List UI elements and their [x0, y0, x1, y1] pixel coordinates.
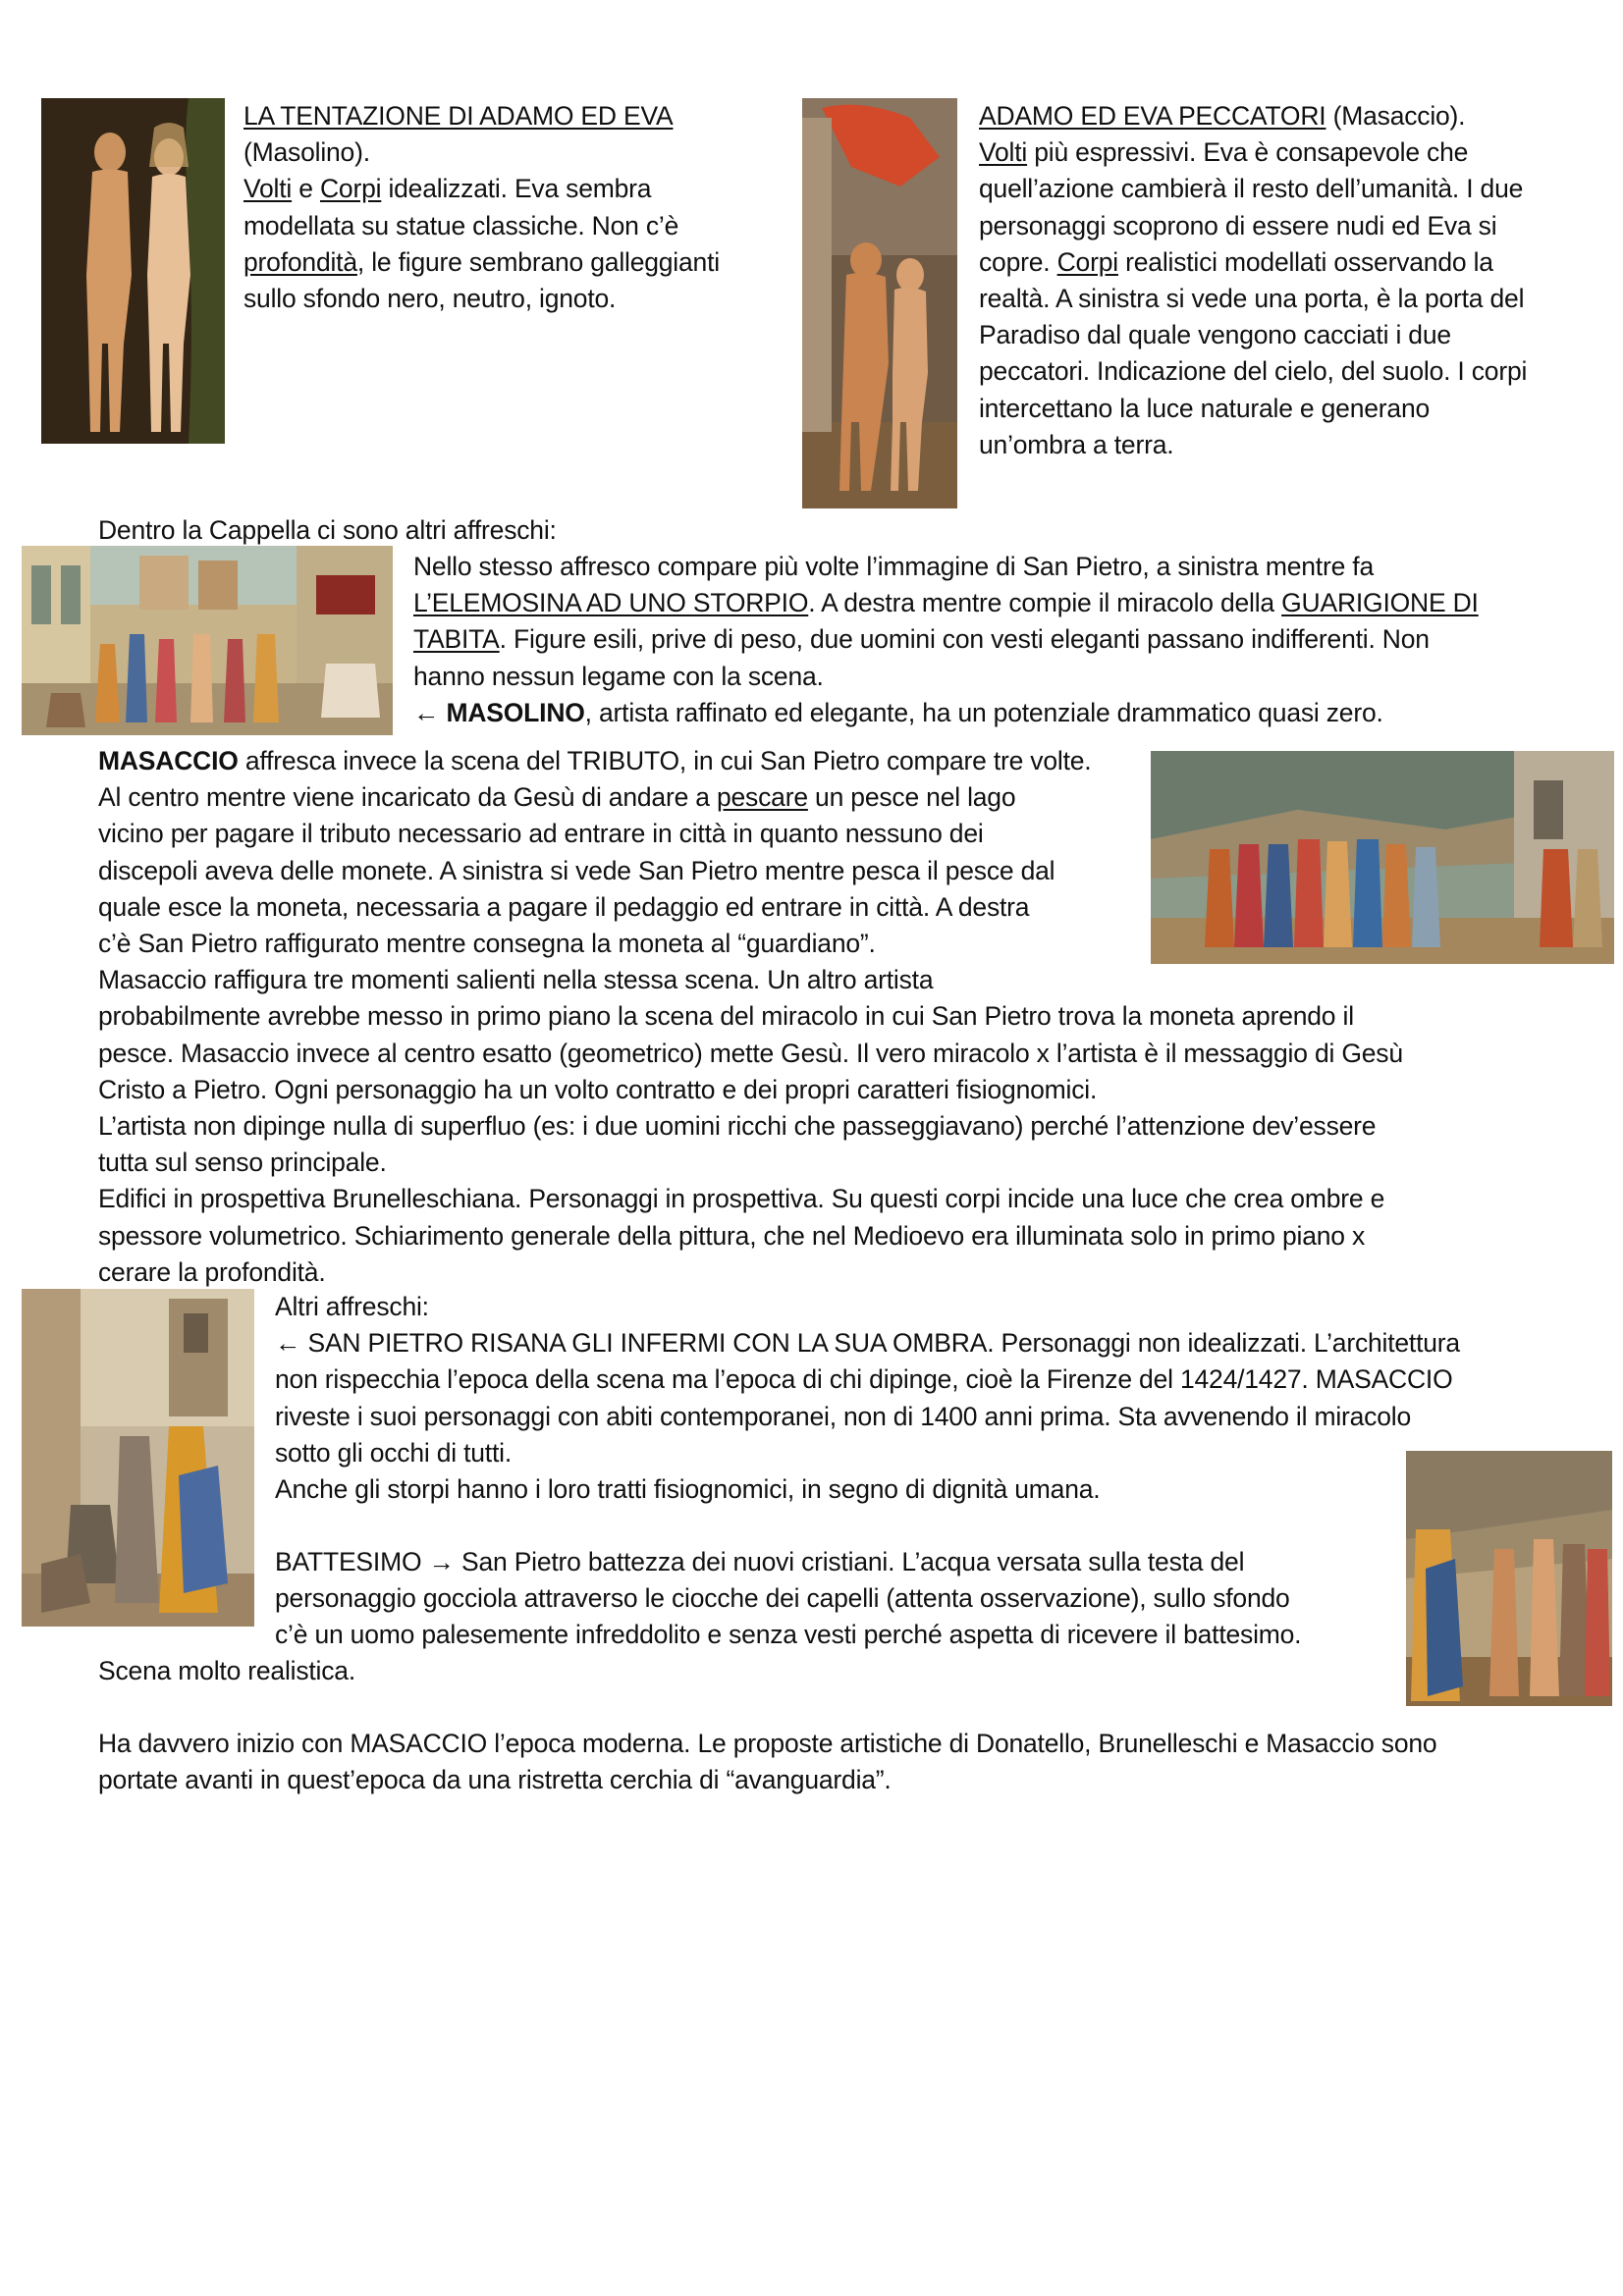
battesimo-text — [275, 1544, 1404, 1654]
tentazione-title: LA TENTAZIONE DI ADAMO ED EVA — [243, 101, 674, 131]
tentazione-artist: (Masolino). — [243, 137, 370, 168]
tentazione-title-line — [243, 98, 774, 134]
peccatori-line-8: peccatori. Indicazione del cielo, del suolo. I corpi — [979, 356, 1528, 387]
peccatori-line-2 — [979, 134, 1607, 171]
peccatori-line-2-rest: più espressivi. Eva è consapevole che — [1027, 137, 1469, 168]
battesimo-line-3: c’è un uomo palesemente infreddolito e senza vesti perché aspetta di ricevere il battesimo. — [275, 1620, 1302, 1650]
tributo-line-2 — [98, 779, 1610, 816]
tributo-text — [98, 743, 1610, 1291]
tributo-line-7: Masaccio raffigura tre momenti salienti nella stessa scena. Un altro artista — [98, 965, 934, 995]
peccatori-line-6: realtà. A sinistra si vede una porta, è la porta del — [979, 284, 1525, 314]
tributo-line-11: L’artista non dipinge nulla di superfluo (es: i due uomini ricchi che passeggiavano) perché l’attenzione dev’essere — [98, 1111, 1377, 1142]
ombra-line-3: non rispecchia l’epoca della scena ma l’epoca di chi dipinge, cioè la Firenze del 1424/1427. MASACCIO — [275, 1364, 1453, 1395]
ombra-line-5: sotto gli occhi di tutti. — [275, 1437, 512, 1468]
tributo-line-2-a: Al centro mentre viene incaricato da Gesù di andare a — [98, 782, 717, 813]
left-arrow: ← — [413, 697, 447, 727]
ombra-line-2: ← SAN PIETRO RISANA GLI INFERMI CON LA SUA OMBRA. Personaggi non idealizzati. L’architettura — [275, 1328, 1460, 1359]
fresco-cacciata-image — [802, 98, 957, 508]
peccatori-artist: (Masaccio). — [1325, 101, 1466, 131]
peccatori-line-4: personaggi scoprono di essere nudi ed Eva si — [979, 210, 1497, 240]
ombra-line-1: Altri affreschi: — [275, 1292, 429, 1321]
fresco-ombra-image — [22, 1289, 254, 1627]
profondita-term: profondità — [243, 246, 357, 277]
tributo-line-3: vicino per pagare il tributo necessario ad entrare in città in quanto nessuno dei — [98, 819, 984, 849]
masaccio-name: MASACCIO — [98, 746, 239, 775]
tabita-line-2-mid: . A destra mentre compie il miracolo della — [808, 588, 1282, 618]
conclusion-text — [98, 1726, 1610, 1798]
masolino-name: MASOLINO — [446, 697, 585, 727]
tentazione-line-2 — [243, 171, 774, 207]
tributo-line-8: probabilmente avrebbe messo in primo piano la scena del miracolo in cui San Pietro trova la moneta aprendo il — [98, 1001, 1354, 1032]
battesimo-line-2: personaggio gocciola attraverso le ciocche dei capelli (attenta osservazione), sullo sfondo — [275, 1583, 1290, 1614]
peccatori-line-9: intercettano la luce naturale e generano — [979, 393, 1431, 423]
peccatori-line-5 — [979, 244, 1607, 281]
intro-line: Dentro la Cappella ci sono altri affreschi: — [98, 515, 557, 545]
volti-term: Volti — [243, 174, 293, 204]
tentazione-line-2-rest: idealizzati. Eva sembra — [381, 174, 652, 204]
peccatori-title: ADAMO ED EVA PECCATORI — [979, 101, 1326, 131]
tributo-line-1 — [98, 743, 1610, 779]
tributo-line-6: c’è San Pietro raffigurato mentre consegna la moneta al “guardiano”. — [98, 929, 876, 959]
tabita-text — [413, 549, 1611, 731]
corpi-term-2: Corpi — [1056, 246, 1118, 277]
tabita-line-1: Nello stesso affresco compare più volte l’immagine di San Pietro, a sinistra mentre fa — [413, 552, 1374, 581]
ombra-line-4: riveste i suoi personaggi con abiti contemporanei, non di 1400 anni prima. Sta avvenendo il miracolo — [275, 1401, 1411, 1431]
peccatori-text — [979, 98, 1607, 463]
peccatori-line-10: un’ombra a terra. — [979, 429, 1174, 459]
ombra-line-6: Anche gli storpi hanno i loro tratti fisiognomici, in segno di dignità umana. — [275, 1474, 1101, 1505]
tributo-line-10: Cristo a Pietro. Ogni personaggio ha un volto contratto e dei propri caratteri fisiognomici. — [98, 1074, 1098, 1104]
tabita-line-4: hanno nessun legame con la scena. — [413, 661, 824, 691]
conclusion-line-2: portate avanti in quest’epoca da una ristretta cerchia di “avanguardia”. — [98, 1765, 892, 1795]
peccatori-line-3: quell’azione cambierà il resto dell’umanità. I due — [979, 174, 1524, 204]
fresco-guarigione-tabita-image — [22, 546, 393, 735]
peccatori-line-7: Paradiso dal quale vengono cacciati i due — [979, 320, 1451, 350]
tributo-line-9: pesce. Masaccio invece al centro esatto (geometrico) mette Gesù. Il vero miracolo x l’artista è il messaggio di Gesù — [98, 1038, 1403, 1068]
elemosina-title: L’ELEMOSINA AD UNO STORPIO — [413, 588, 809, 618]
tentazione-line-5: sullo sfondo nero, neutro, ignoto. — [243, 284, 617, 314]
tributo-line-14: spessore volumetrico. Schiarimento generale della pittura, che nel Medioevo era illuminata solo in primo piano x — [98, 1220, 1366, 1251]
ombra-text — [275, 1289, 1610, 1508]
corpi-term: Corpi — [319, 174, 382, 204]
tabita-line-2 — [413, 585, 1611, 621]
tentazione-line-3: modellata su statue classiche. Non c’è — [243, 210, 679, 240]
tabita-line-3 — [413, 621, 1611, 658]
peccatori-title-line — [979, 98, 1607, 134]
text-e: e — [292, 174, 320, 204]
tabita-title: TABITA — [413, 624, 500, 655]
tributo-line-5: quale esce la moneta, necessaria a pagare il pedaggio ed entrare in città. A destra — [98, 891, 1030, 922]
tributo-line-15: cerare la profondità. — [98, 1256, 326, 1287]
tabita-line-5-rest: , artista raffinato ed elegante, ha un potenziale drammatico quasi zero. — [584, 697, 1383, 727]
tabita-line-5 — [413, 695, 1611, 731]
guarigione-title: GUARIGIONE DI — [1281, 588, 1479, 618]
peccatori-line-5-a: copre. — [979, 246, 1057, 277]
tentazione-line-4-rest: , le figure sembrano galleggianti — [356, 246, 720, 277]
peccatori-line-5-b: realistici modellati osservando la — [1117, 246, 1493, 277]
tabita-line-3-rest: . Figure esili, prive di peso, due uomini con vesti eleganti passano indifferenti. Non — [499, 624, 1430, 655]
tributo-line-12: tutta sul senso principale. — [98, 1148, 387, 1178]
volti-term-2: Volti — [979, 137, 1028, 168]
tributo-line-1-rest: affresca invece la scena del TRIBUTO, in cui San Pietro compare tre volte. — [238, 746, 1092, 775]
tributo-line-2-b: un pesce nel lago — [807, 782, 1016, 813]
tributo-line-4: discepoli aveva delle monete. A sinistra si vede San Pietro mentre pesca il pesce dal — [98, 855, 1055, 885]
tentazione-text — [243, 98, 774, 317]
tentazione-line-4 — [243, 244, 774, 281]
pescare-term: pescare — [716, 782, 808, 813]
conclusion-line-1: Ha davvero inizio con MASACCIO l’epoca moderna. Le proposte artistiche di Donatello, Brunelleschi e Masaccio sono — [98, 1729, 1437, 1758]
tributo-line-13: Edifici in prospettiva Brunelleschiana. Personaggi in prospettiva. Su questi corpi incide una luce che crea ombre e — [98, 1184, 1385, 1214]
battesimo-line-1: BATTESIMO → San Pietro battezza dei nuovi cristiani. L’acqua versata sulla testa del — [275, 1547, 1245, 1576]
fresco-tentazione-image — [41, 98, 225, 444]
battesimo-line-4: Scena molto realistica. — [98, 1656, 355, 1685]
